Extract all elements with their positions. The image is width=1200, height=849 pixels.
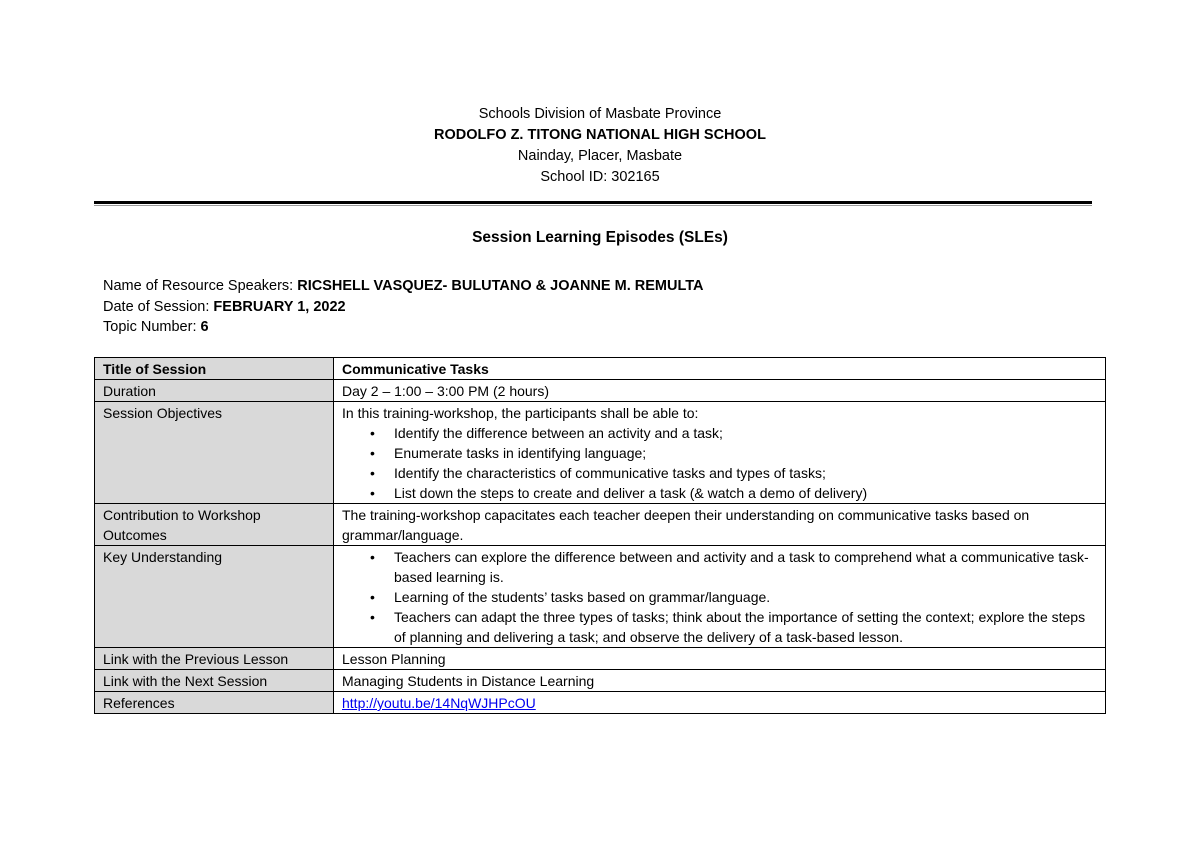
title-label-cell: Title of Session bbox=[95, 358, 334, 380]
title-value-cell: Communicative Tasks bbox=[334, 358, 1106, 380]
references-label-cell: References bbox=[95, 692, 334, 714]
list-item: • Enumerate tasks in identifying language; bbox=[394, 443, 1097, 463]
school-name: RODOLFO Z. TITONG NATIONAL HIGH SCHOOL bbox=[434, 127, 766, 143]
speakers-label: Name of Resource Speakers: bbox=[103, 278, 298, 294]
list-item: • Teachers can explore the difference between and activity and a task to comprehend what a communicative task- based learning is. bbox=[394, 547, 1097, 587]
objectives-list bbox=[342, 423, 1097, 503]
next-session-label-cell: Link with the Next Session bbox=[95, 670, 334, 692]
next-session-value-cell: Managing Students in Distance Learning bbox=[334, 670, 1106, 692]
date-line bbox=[103, 297, 704, 318]
document-title: Session Learning Episodes (SLEs) bbox=[472, 229, 728, 246]
header-divider bbox=[94, 201, 1092, 204]
key-value-cell bbox=[334, 546, 1106, 648]
list-item: • Teachers can adapt the three types of tasks; think about the importance of setting the context; explore the steps of planning and delivering a task; and observe the delivery of a task-based lesson. bbox=[394, 607, 1097, 647]
session-info bbox=[103, 276, 704, 338]
school-header bbox=[0, 104, 1200, 188]
list-item: • List down the steps to create and deliver a task (& watch a demo of delivery) bbox=[394, 483, 1097, 503]
topic-value: 6 bbox=[200, 319, 209, 335]
objectives-label-cell: Session Objectives bbox=[95, 402, 334, 504]
list-item: • Identify the difference between an activity and a task; bbox=[394, 423, 1097, 443]
list-item: • Learning of the students’ tasks based on grammar/language. bbox=[394, 587, 1097, 607]
speakers-line bbox=[103, 276, 704, 297]
school-address: Nainday, Placer, Masbate bbox=[517, 148, 683, 164]
header-divider-shadow bbox=[94, 205, 1092, 206]
key-understanding-list bbox=[342, 547, 1097, 647]
list-item: • Identify the characteristics of communicative tasks and types of tasks; bbox=[394, 463, 1097, 483]
key-label-cell: Key Understanding bbox=[95, 546, 334, 648]
objectives-value-cell bbox=[334, 402, 1106, 504]
date-value: FEBRUARY 1, 2022 bbox=[213, 298, 346, 315]
prev-lesson-value-cell: Lesson Planning bbox=[334, 648, 1106, 670]
reference-link[interactable]: http://youtu.be/14NqWJHPcOU bbox=[342, 695, 536, 711]
table-row bbox=[95, 670, 1106, 692]
table-row bbox=[95, 546, 1106, 648]
topic-label: Topic Number: bbox=[103, 319, 201, 335]
contribution-value-cell: The training-workshop capacitates each teacher deepen their understanding on communicative tasks based on grammar/language. bbox=[334, 504, 1106, 546]
duration-value-cell: Day 2 – 1:00 – 3:00 PM (2 hours) bbox=[334, 380, 1106, 402]
topic-line bbox=[103, 317, 704, 338]
duration-label-cell: Duration bbox=[95, 380, 334, 402]
table-row bbox=[95, 692, 1106, 714]
references-value-cell bbox=[334, 692, 1106, 714]
contribution-label-cell: Contribution to Workshop Outcomes bbox=[95, 504, 334, 546]
table-row bbox=[95, 402, 1106, 504]
school-id: School ID: 302165 bbox=[540, 169, 660, 185]
table-row bbox=[95, 648, 1106, 670]
table-row bbox=[95, 380, 1106, 402]
prev-lesson-label-cell: Link with the Previous Lesson bbox=[95, 648, 334, 670]
speakers-value: RICSHELL VASQUEZ- BULUTANO & JOANNE M. REMULTA bbox=[297, 278, 704, 294]
division-name: Schools Division of Masbate Province bbox=[478, 106, 722, 122]
table-row bbox=[95, 504, 1106, 546]
table-row bbox=[95, 358, 1106, 380]
objectives-intro: In this training-workshop, the participants shall be able to: bbox=[342, 405, 699, 421]
date-label: Date of Session: bbox=[103, 298, 214, 315]
sle-table bbox=[94, 357, 1106, 714]
